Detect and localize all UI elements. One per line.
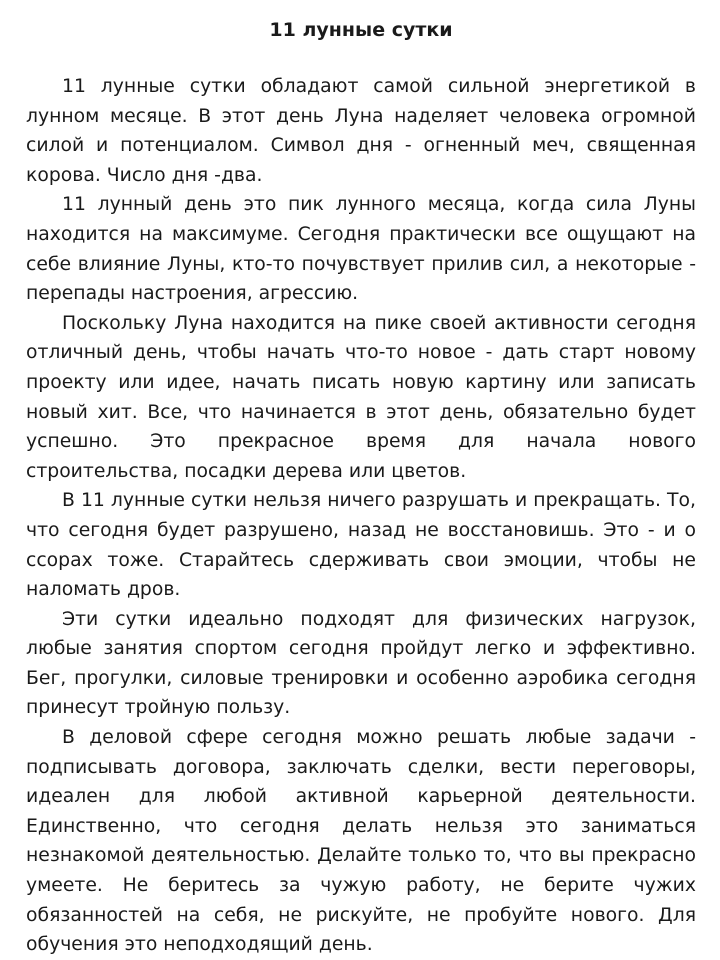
- paragraph: В 11 лунные сутки нельзя ничего разрушать и прекращать. То, что сегодня будет разрушено, назад не восстановишь. Это - и о ссорах тоже. Старайтесь сдерживать свои эмоции, чтобы не наломать дров.: [26, 490, 696, 601]
- paragraph: 11 лунные сутки обладают самой сильной энергетикой в лунном месяце. В этот день Луна наделяет человека огромной силой и потенциалом. Символ дня - огненный меч, священная корова. Число дня -два.: [26, 76, 696, 186]
- paragraph: Поскольку Луна находится на пике своей активности сегодня отличный день, чтобы начать что-то новое - дать старт новому проекту или идее, начать писать новую картину или записать новый хит. Все, что начинается в этот день, обязательно будет успешно. Это прекрасное время для начала нового строительства, посадки дерева или цветов.: [26, 312, 696, 482]
- paragraph: 11 лунный день это пик лунного месяца, когда сила Луны находится на максимуме. Сегодня практически все ощущают на себе влияние Луны, кто-то почувствует прилив сил, а некоторые - перепады настроения, агрессию.: [26, 194, 696, 305]
- paragraph: Эти сутки идеально подходят для физических нагрузок, любые занятия спортом сегодня пройдут легко и эффективно. Бег, прогулки, силовые тренировки и особенно аэробика сегодня принесут тройную пользу.: [26, 608, 696, 719]
- document-title: 11 лунные сутки: [269, 19, 453, 41]
- paragraph: В деловой сфере сегодня можно решать любые задачи - подписывать договора, заключать сделки, вести переговоры, идеален для любой активной карьерной деятельности. Единственно, что сегодня делать нельзя это заниматься незнакомой деятельностью. Делайте только то, что вы прекрасно умеете. Не беритесь за чужую работу, не берите чужих обязанностей на себя, не рискуйте, не пробуйте нового. Для обучения это неподходящий день.: [26, 727, 696, 956]
- document-page: [26, 14, 696, 960]
